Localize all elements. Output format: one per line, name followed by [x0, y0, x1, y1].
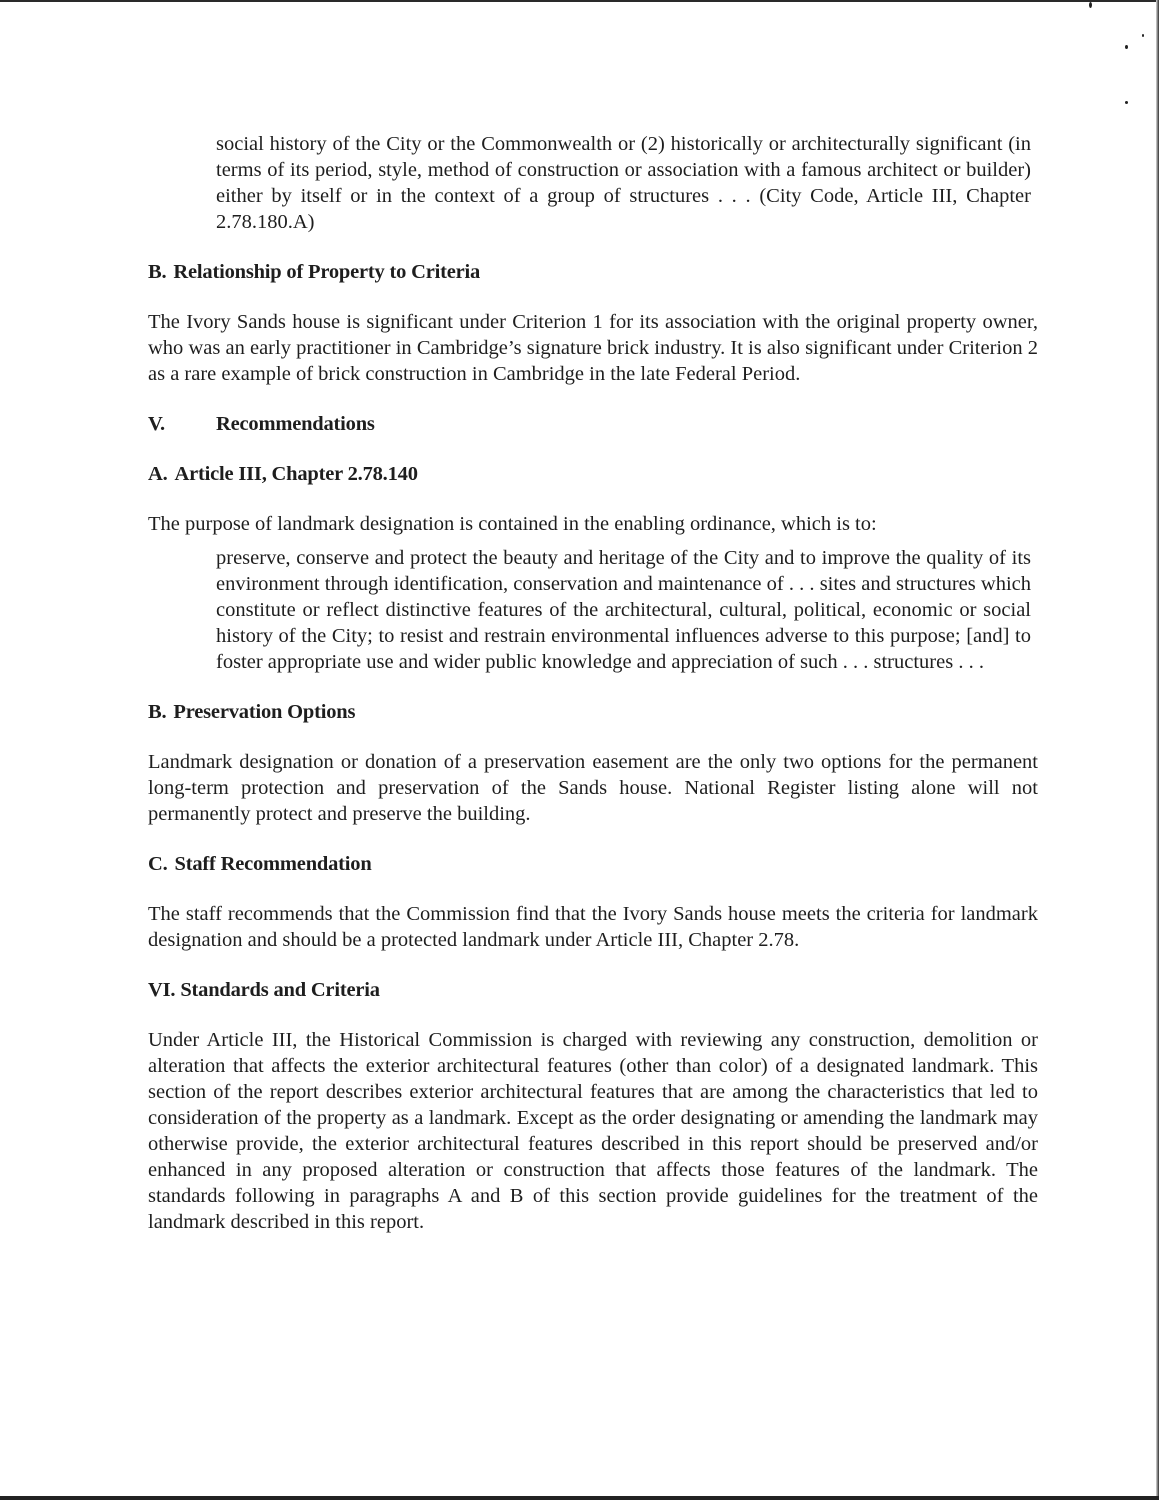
document-page [148, 131, 1038, 1259]
section-article [148, 461, 1038, 675]
section-heading [148, 461, 1038, 487]
section-heading [148, 977, 1038, 1003]
section-number: B. [148, 261, 167, 283]
section-title: Standards and Criteria [180, 979, 380, 1001]
section-title: Article III, Chapter 2.78.140 [174, 463, 418, 485]
section-heading [148, 411, 1038, 437]
scan-speck [1125, 45, 1128, 49]
section-title: Recommendations [216, 413, 375, 435]
section-number: VI. [148, 979, 176, 1001]
intro-quote: social history of the City or the Commonwealth or (2) historically or architecturally significant (in terms of its period, style, method of construction or association with a famous architect or builder) either by itself or in the context of a group of structures . . . (City Code, Article III, Chapter 2.78.180.A) [216, 133, 1031, 233]
section-body: Landmark designation or donation of a preservation easement are the only two options for the permanent long-term protection and preservation of the Sands house. National Register listing alone will not permanently protect and preserve the building. [148, 751, 1038, 825]
scan-border-bottom [0, 1496, 1159, 1500]
scan-speck [1142, 34, 1144, 37]
ordinance-quote: preserve, conserve and protect the beauty and heritage of the City and to improve the quality of its environment through identification, conservation and maintenance of . . . sites and structures which constitute or reflect distinctive features of the architectural, cultural, political, economic or social history of the City; to resist and restrain environmental influences adverse to this purpose; [and] to foster appropriate use and wider public knowledge and appreciation of such . . . structures . . . [216, 547, 1031, 673]
section-number: C. [148, 853, 168, 875]
section-title: Relationship of Property to Criteria [173, 261, 481, 283]
section-body: Under Article III, the Historical Commission is charged with reviewing any construction, demolition or alteration that affects the exterior architectural features (other than color) of a designated landmark. This section of the report describes exterior architectural features that are among the characteristics that led to consideration of the property as a landmark. Except as the order designating or amending the landmark may otherwise provide, the exterior architectural features described in this report should be preserved and/or enhanced in any proposed alteration or construction that affects those features of the landmark. The standards following in paragraphs A and B of this section provide guidelines for the treatment of the landmark described in this report. [148, 1029, 1038, 1233]
section-body: The staff recommends that the Commission find that the Ivory Sands house meets the criteria for landmark designation and should be a protected landmark under Article III, Chapter 2.78. [148, 903, 1038, 951]
section-number: B. [148, 701, 167, 723]
section-standards [148, 977, 1038, 1235]
section-number: V. [148, 413, 165, 435]
section-heading [148, 259, 1038, 285]
section-heading [148, 699, 1038, 725]
section-staff-recommendation [148, 851, 1038, 953]
scan-speck [1125, 101, 1128, 104]
section-number: A. [148, 463, 168, 485]
scan-border-top [0, 0, 1159, 2]
section-relationship [148, 259, 1038, 387]
section-title: Staff Recommendation [174, 853, 372, 875]
section-body: The purpose of landmark designation is contained in the enabling ordinance, which is to: [148, 513, 877, 535]
section-preservation [148, 699, 1038, 827]
scan-speck [1089, 2, 1092, 8]
section-body: The Ivory Sands house is significant under Criterion 1 for its association with the original property owner, who was an early practitioner in Cambridge’s signature brick industry. It is also significant under Criterion 2 as a rare example of brick construction in Cambridge in the late Federal Period. [148, 311, 1038, 385]
section-title: Preservation Options [173, 701, 356, 723]
section-recommendations [148, 411, 1038, 437]
section-heading [148, 851, 1038, 877]
